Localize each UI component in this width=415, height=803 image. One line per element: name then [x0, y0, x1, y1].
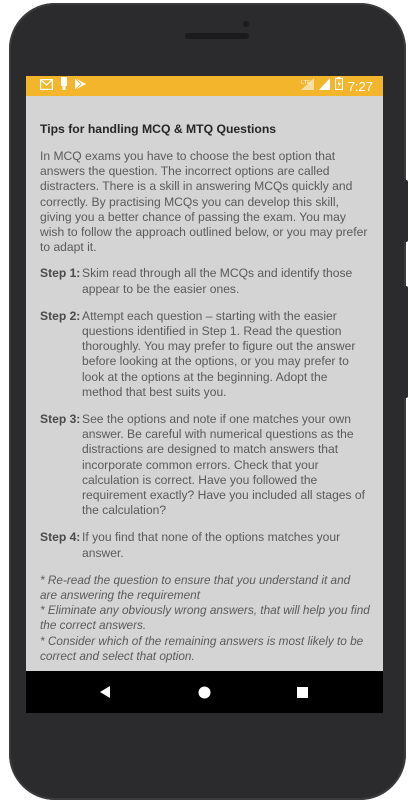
step-text: Skim read through all the MCQs and identify those appear to be the easier ones. [82, 266, 353, 296]
status-clock: 7:27 [347, 78, 373, 94]
battery-icon [335, 77, 343, 95]
step-text: See the options and note if one matches your own answer. Be careful with numerical questions as the distractions are designed to match answers that incorporate common errors. Check that your calculation is correct. Have you followed the requirement exactly? Have you included all stages of the calculation? [82, 412, 366, 518]
step-item [39, 412, 370, 518]
svg-text:LTE: LTE [300, 80, 311, 86]
back-button[interactable] [85, 671, 125, 713]
step-item [39, 530, 370, 560]
status-bar [26, 76, 383, 96]
step-text: Attempt each question – starting with the easier questions identified in Step 1. Read the question thoroughly. You may prefer to figure out the answer before looking at the options, or you may prefer to look at the options at the beginning. Adopt the method that best suits you. [82, 308, 356, 399]
home-button[interactable] [184, 671, 224, 713]
volume-button [404, 286, 408, 398]
phone-screen [26, 76, 383, 713]
step-text: If you find that none of the options matches your answer. [82, 530, 341, 560]
navigation-bar [26, 671, 383, 713]
notification-icon [60, 77, 68, 95]
power-button [404, 180, 408, 242]
tips-list [40, 573, 370, 664]
intro-paragraph: In MCQ exams you have to choose the best option that answers the question. The incorrect options are called distracters. There is a skill in answering MCQs quickly and correctly. By practising MCQs you can develop this skill, giving you a better chance of passing the exam. You may wish to follow the approach outlined below, or you may prefer to adapt it. [40, 149, 368, 255]
mail-icon [40, 77, 53, 95]
back-icon [99, 686, 111, 698]
recents-button[interactable] [282, 671, 322, 713]
signal-icon [319, 77, 330, 95]
tip-item: * Eliminate any obviously wrong answers, that will help you find the correct answers. [40, 603, 370, 633]
step-label: Step 2: [40, 308, 81, 323]
article-content[interactable] [26, 96, 383, 707]
play-store-icon [75, 77, 86, 95]
speaker-grille [185, 33, 249, 39]
recents-icon [297, 687, 308, 698]
network-icon [301, 77, 314, 95]
step-item [39, 309, 370, 400]
tip-item: * Re-read the question to ensure that you understand it and are answering the requirement [40, 572, 351, 603]
step-item [39, 266, 370, 296]
tip-item: * Consider which of the remaining answers is most likely to be correct and select that option. [40, 633, 364, 663]
home-icon [198, 686, 211, 699]
step-label: Step 1: [40, 266, 81, 281]
page-title: Tips for handling MCQ & MTQ Questions [40, 122, 277, 136]
step-label: Step 4: [40, 530, 81, 545]
step-label: Step 3: [40, 412, 81, 427]
front-camera [243, 21, 249, 27]
